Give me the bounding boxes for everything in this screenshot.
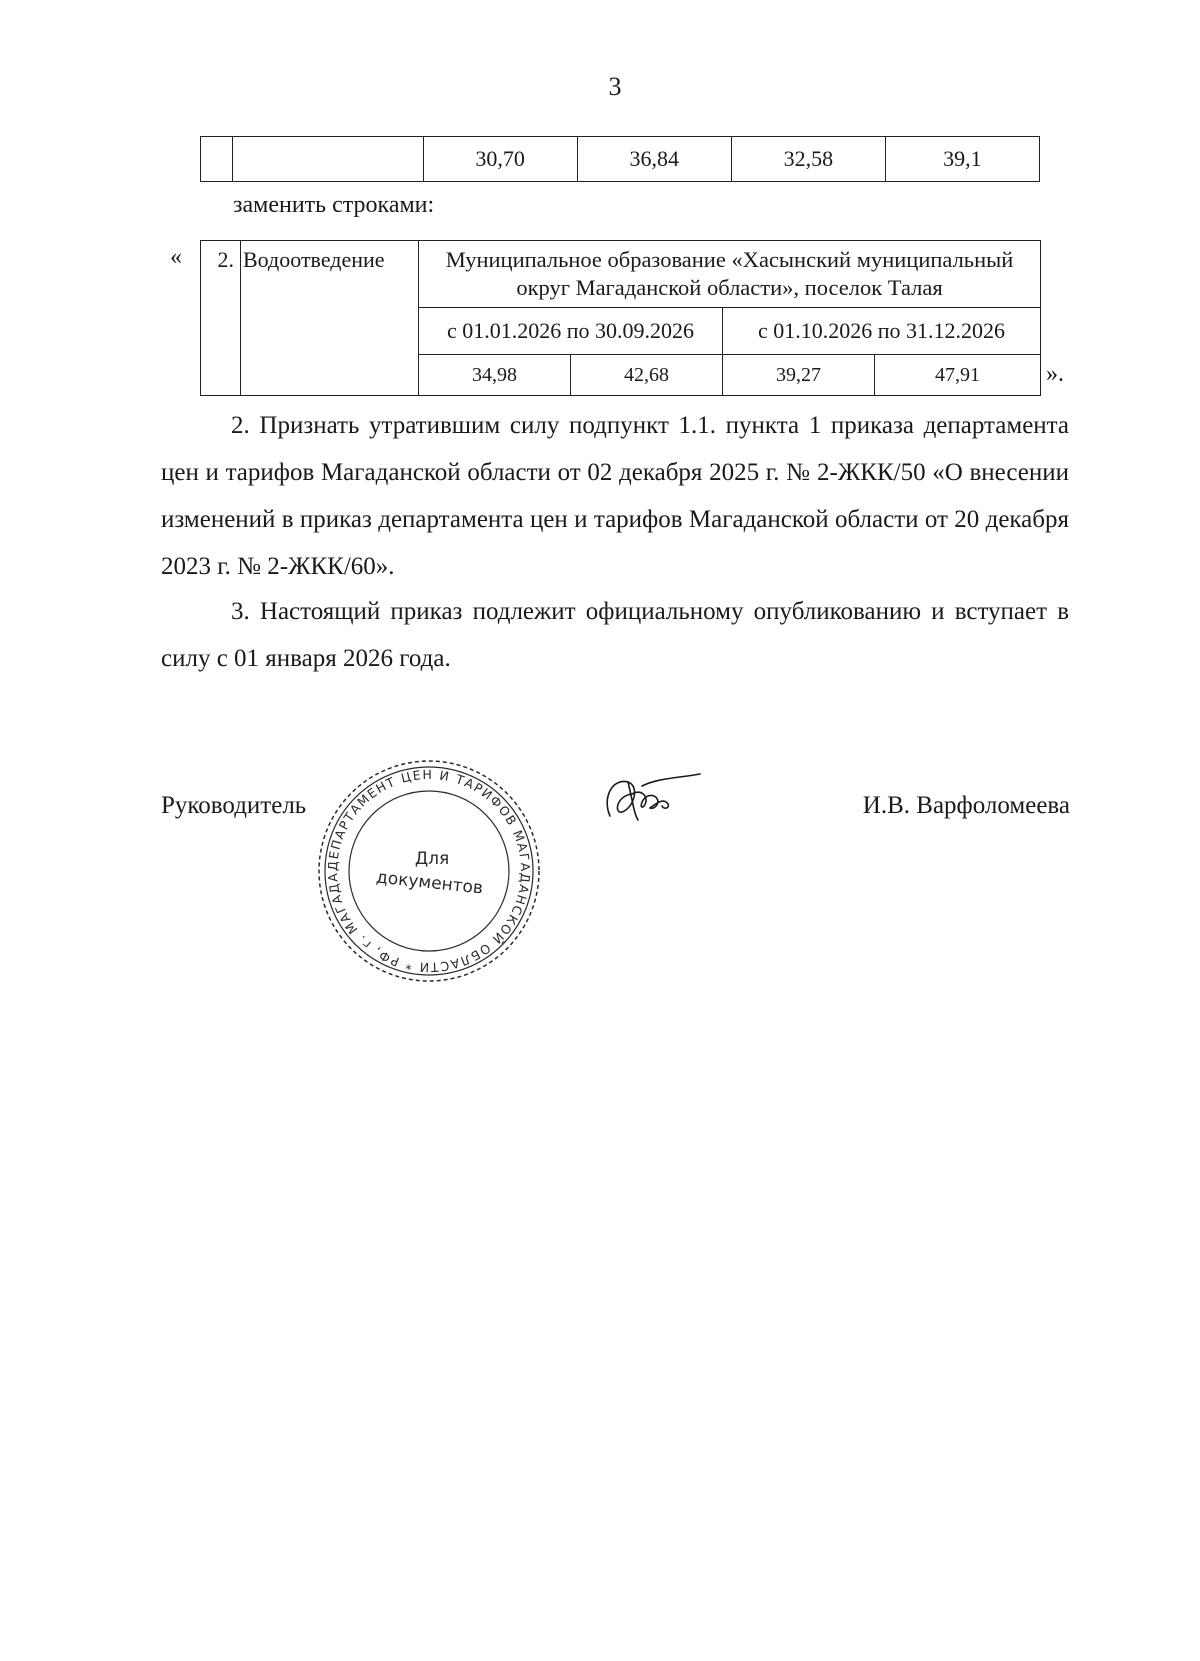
period-cell: с 01.10.2026 по 31.12.2026 xyxy=(723,308,1041,355)
table-cell: 30,70 xyxy=(423,137,577,182)
prior-tariff-table xyxy=(200,136,1040,182)
replace-label: заменить строками: xyxy=(233,192,435,218)
stamp-center-line: документов xyxy=(375,867,484,899)
quote-close: ». xyxy=(1046,361,1064,387)
table-cell: 32,58 xyxy=(731,137,885,182)
table-cell xyxy=(233,137,423,182)
page-number: 3 xyxy=(608,72,622,101)
row-number-cell: 2. xyxy=(201,241,241,396)
official-stamp xyxy=(314,756,544,986)
tariff-value-cell: 39,27 xyxy=(723,355,875,396)
handwritten-signature xyxy=(598,768,708,830)
table-cell: 36,84 xyxy=(577,137,731,182)
stamp-center-line: Для xyxy=(414,849,450,869)
tariff-value-cell: 47,91 xyxy=(875,355,1041,396)
tariff-value-cell: 34,98 xyxy=(419,355,571,396)
table-cell xyxy=(201,137,233,182)
signer-name: И.В. Варфоломеева xyxy=(862,792,1070,819)
period-cell: с 01.01.2026 по 30.09.2026 xyxy=(419,308,723,355)
table-row xyxy=(201,241,1041,308)
region-cell: Муниципальное образование «Хасынский муниципальный округ Магаданской области», поселок Талая xyxy=(419,241,1041,308)
signer-title: Руководитель xyxy=(161,792,307,819)
stamp-ring-text: ДЕПАРТАМЕНТ ЦЕН И ТАРИФОВ МАГАДАНСКОЙ ОБЛАСТИ * РФ, г. МАГАДА xyxy=(324,766,534,976)
table-row xyxy=(201,137,1040,182)
paragraph-3: 3. Настоящий приказ подлежит официальному опубликованию и вступает в силу с 01 января 2026 года. xyxy=(161,598,1069,672)
new-tariff-table xyxy=(200,240,1041,396)
table-cell: 39,1 xyxy=(885,137,1039,182)
service-cell: Водоотведение xyxy=(241,241,419,396)
paragraph-2: 2. Признать утратившим силу подпункт 1.1. пункта 1 приказа департамента цен и тарифов Магаданской области от 02 декабря 2025 г. № 2-ЖКК/50 «О внесении изменений в приказ департамента цен и тарифов Магаданской области от 20 декабря 2023 г. № 2-ЖКК/60». xyxy=(161,412,1069,580)
tariff-value-cell: 42,68 xyxy=(571,355,723,396)
quote-open: « xyxy=(170,244,182,270)
